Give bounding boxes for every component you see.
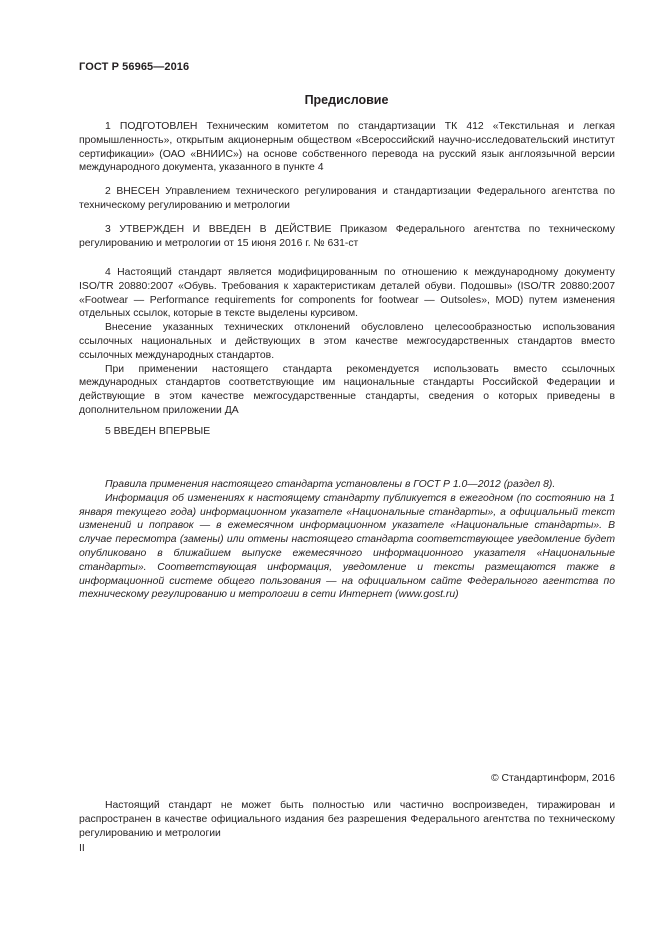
section-4 — [79, 266, 615, 418]
section-1 — [79, 120, 615, 175]
notice-application-rules: Правила применения настоящего стандарта установлены в ГОСТ Р 1.0—2012 (раздел 8). — [105, 479, 556, 490]
document-id-header: ГОСТ Р 56965—2016 — [79, 61, 190, 73]
section-5 — [79, 425, 615, 439]
paragraph-modified-standard: 4 Настоящий стандарт является модифицированным по отношению к международному документу ISO/TR 20880:2007 «Обувь. Требования к характеристикам деталей обуви. Подошвы» (ISO/TR 20880:2007 «Footwear — Performance requirements for components for footwear — Outsoles», MOD) путем изменения отдельных ссылок, которые в тексте выделены курсивом. — [79, 267, 615, 320]
notice-changes-info: Информация об изменениях к настоящему стандарту публикуется в ежегодном (по состоянию на 1 января текущего года) информационном указателе «Национальные стандарты», а официальный текст изменений и поправок — в ежемесячном информационном указателе «Национальные стандарты». В случае пересмотра (замены) или отмены настоящего стандарта соответствующее уведомление будет опубликовано в ближайшем выпуске ежемесячного информационного указателя «Национальные стандарты». Соответствующая информация, уведомление и тексты размещаются также в информационной системе общего пользования — на официальном сайте Федерального агентства по техническому регулированию и метрологии в сети Интернет (www.gost.ru) — [79, 492, 615, 601]
copyright-line: © Стандартинформ, 2016 — [490, 773, 615, 784]
paragraph-approved: 3 УТВЕРЖДЕН И ВВЕДЕН В ДЕЙСТВИЕ Приказом Федерального агентства по техническому регулированию и метрологии от 15 июня 2016 г. № 631-ст — [79, 224, 615, 249]
page-title — [0, 93, 661, 107]
paragraph-first-introduced: 5 ВВЕДЕН ВПЕРВЫЕ — [105, 426, 211, 437]
reproduction-notice — [79, 799, 615, 840]
notice-block — [79, 478, 615, 602]
section-2 — [79, 185, 615, 213]
paragraph-submitted-by: 2 ВНЕСЕН Управлением технического регулирования и стандартизации Федерального агентства по техническому регулированию и метрологии — [79, 186, 615, 211]
paragraph-deviations: Внесение указанных технических отклонений обусловлено целесообразностью использования ссылочных национальных и действующих в этом качестве межгосударственных стандартов вместо ссылочных международных стандартов. — [79, 322, 615, 361]
paragraph-application: При применении настоящего стандарта рекомендуется использовать вместо ссылочных международных стандартов соответствующие им национальные стандарты Российской Федерации и действующие в этом качестве межгосударственные стандарты, сведения о которых приведены в дополнительном приложении ДА — [79, 363, 615, 416]
paragraph-prepared-by: 1 ПОДГОТОВЛЕН Техническим комитетом по стандартизации ТК 412 «Текстильная и легкая промышленность», открытым акционерным обществом «Всероссийский научно-исследовательский институт сертификации» (ОАО «ВНИИС») на основе собственного перевода на русский язык англоязычной версии международного документа, указанного в пункте 4 — [79, 121, 615, 174]
title-text: Предисловие — [304, 93, 389, 107]
section-3 — [79, 223, 615, 251]
reproduction-notice-text: Настоящий стандарт не может быть полностью или частично воспроизведен, тиражирован и распространен в качестве официального издания без разрешения Федерального агентства по техническому регулированию и метрологии — [79, 800, 615, 839]
page-number: II — [79, 843, 85, 854]
